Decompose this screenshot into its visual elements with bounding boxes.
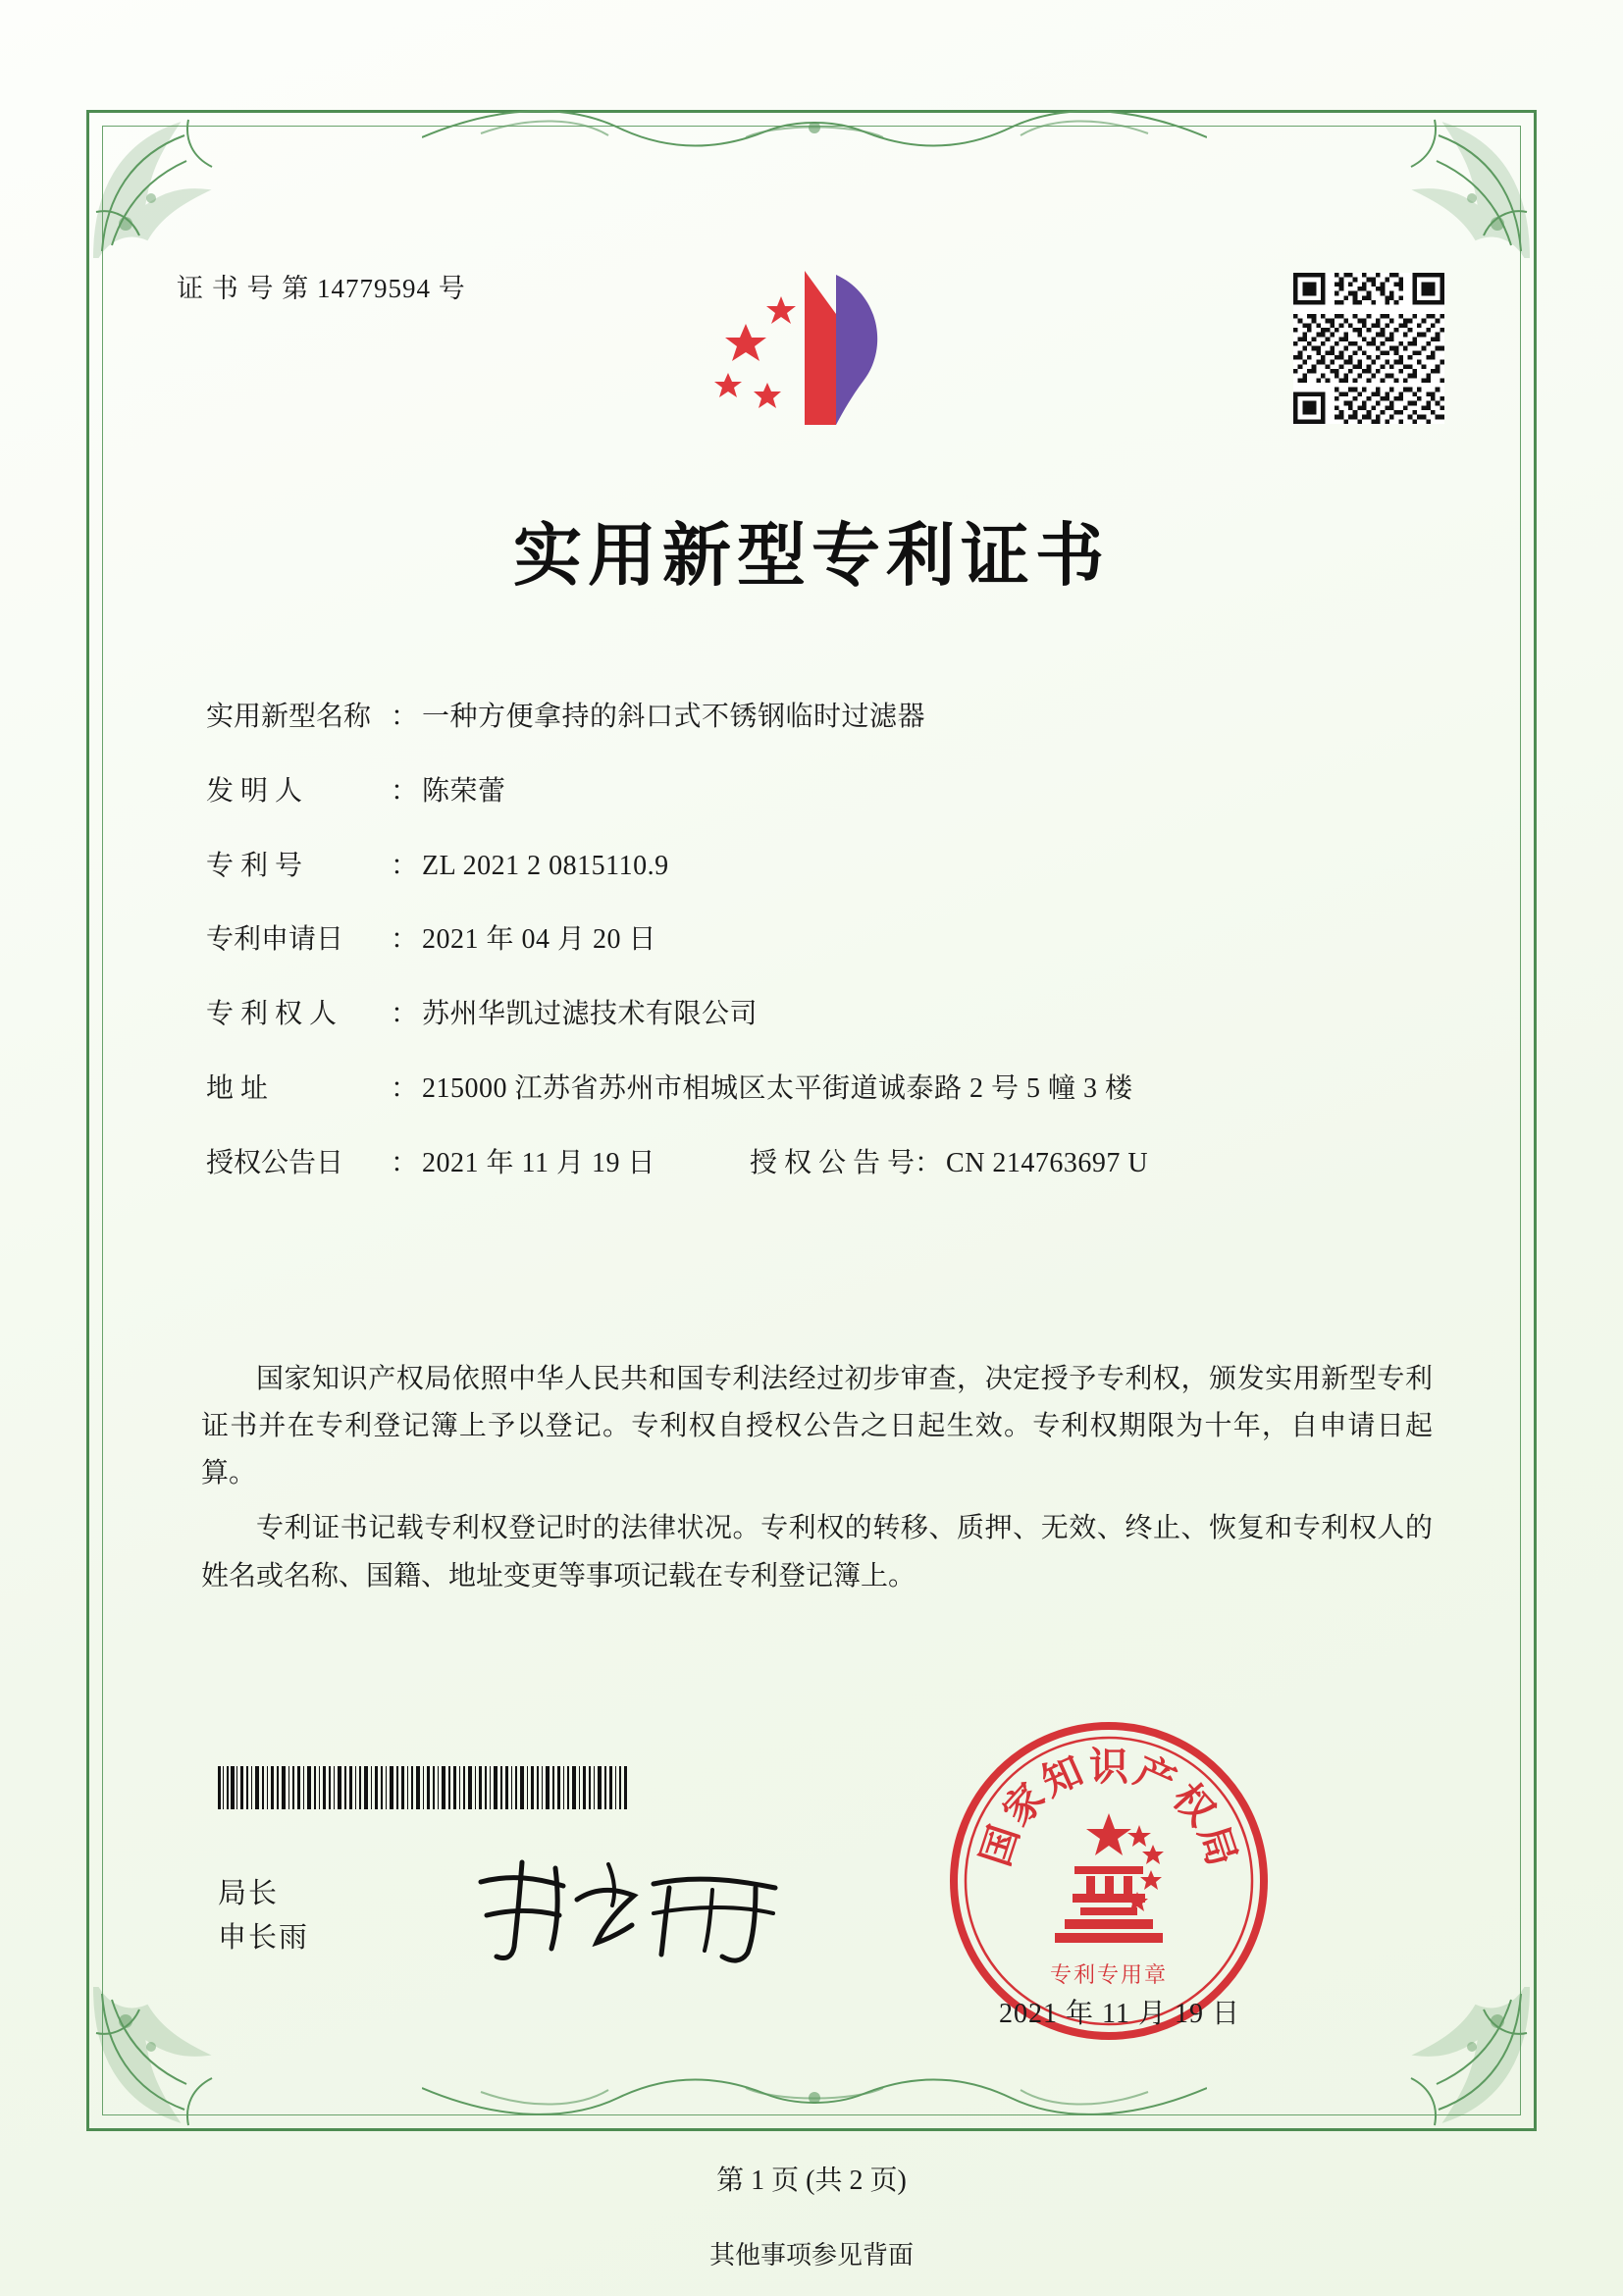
field-separator: ： (391, 924, 419, 956)
field-row (206, 773, 1433, 810)
field-value: 苏州华凯过滤技术有限公司 (422, 999, 759, 1030)
field-separator: ： (391, 1147, 419, 1178)
field-value: 一种方便拿持的斜口式不锈钢临时过滤器 (422, 702, 926, 732)
field-separator: ： (391, 850, 419, 881)
corner-ornament-icon (90, 114, 237, 261)
field-value: ZL 2021 2 0815110.9 (422, 850, 669, 881)
signature-title: 局长 (218, 1878, 280, 1909)
field-list (206, 699, 1433, 1220)
field-label: 专 利 权 人 (206, 999, 338, 1030)
grant-number-value: CN 214763697 U (946, 1147, 1149, 1178)
qr-code-icon (1293, 273, 1444, 424)
svg-text:知: 知 (1034, 1747, 1090, 1806)
page-title: 实用新型专利证书 (513, 514, 1110, 596)
corner-ornament-icon (1386, 114, 1533, 261)
barcode-icon (218, 1766, 630, 1809)
field-separator: ： (391, 1072, 419, 1104)
back-side-note: 其他事项参见背面 (708, 2241, 914, 2270)
field-row (206, 848, 1433, 885)
field-row (206, 1070, 1433, 1108)
top-edge-ornament-icon (422, 98, 1207, 155)
seal-date: 2021 年 11 月 19 日 (999, 1999, 1240, 2029)
svg-text:局: 局 (1189, 1819, 1246, 1872)
corner-ornament-icon (90, 1984, 237, 2131)
field-separator: ： (915, 1147, 943, 1178)
svg-text:权: 权 (1163, 1774, 1225, 1835)
field-row (206, 996, 1433, 1033)
field-separator: ： (391, 702, 419, 732)
field-label: 地 址 (206, 1072, 269, 1104)
signature-name: 申长雨 (218, 1921, 310, 1954)
svg-text:产: 产 (1127, 1747, 1183, 1806)
grant-date-value: 2021 年 11 月 19 日 (422, 1147, 655, 1178)
grant-row (206, 1145, 1433, 1182)
field-label: 专利申请日 (206, 924, 344, 956)
svg-text:家: 家 (993, 1774, 1055, 1835)
signature-block (218, 1872, 309, 1960)
bottom-edge-ornament-icon (422, 2070, 1207, 2127)
field-label: 专 利 号 (206, 850, 303, 881)
cnipa-logo-icon (687, 253, 903, 440)
field-label: 发 明 人 (206, 775, 303, 807)
page-number: 第 1 页 (共 2 页) (716, 2166, 907, 2196)
certificate-number: 证 书 号 第 14779594 号 (177, 274, 466, 303)
field-separator: ： (391, 999, 419, 1030)
field-value: 215000 江苏省苏州市相城区太平街道诚泰路 2 号 5 幢 3 楼 (422, 1072, 1133, 1104)
grant-number-label: 授 权 公 告 号 (749, 1147, 915, 1178)
field-value: 2021 年 04 月 20 日 (422, 924, 657, 956)
handwritten-signature-icon (461, 1845, 814, 1972)
field-label: 实用新型名称 (206, 702, 372, 732)
field-value: 陈荣蕾 (422, 775, 506, 807)
svg-text:专利专用章: 专利专用章 (1049, 1963, 1169, 1988)
paragraph: 专利证书记载专利权登记时的法律状况。专利权的转移、质押、无效、终止、恢复和专利权人的姓名或名称、国籍、地址变更等事项记载在专利登记簿上。 (201, 1513, 1433, 1592)
field-row (206, 699, 1433, 736)
corner-ornament-icon (1386, 1984, 1533, 2131)
svg-text:识: 识 (1089, 1744, 1128, 1790)
field-separator: ： (391, 775, 419, 807)
legal-text-block (201, 1356, 1433, 1608)
paragraph: 国家知识产权局依照中华人民共和国专利法经过初步审查，决定授予专利权，颁发实用新型专利证书并在专利登记簿上予以登记。专利权自授权公告之日起生效。专利权期限为十年，自申请日起算。 (201, 1364, 1433, 1489)
svg-text:国: 国 (971, 1819, 1028, 1872)
grant-date-label: 授权公告日 (206, 1147, 344, 1178)
field-row (206, 921, 1433, 959)
